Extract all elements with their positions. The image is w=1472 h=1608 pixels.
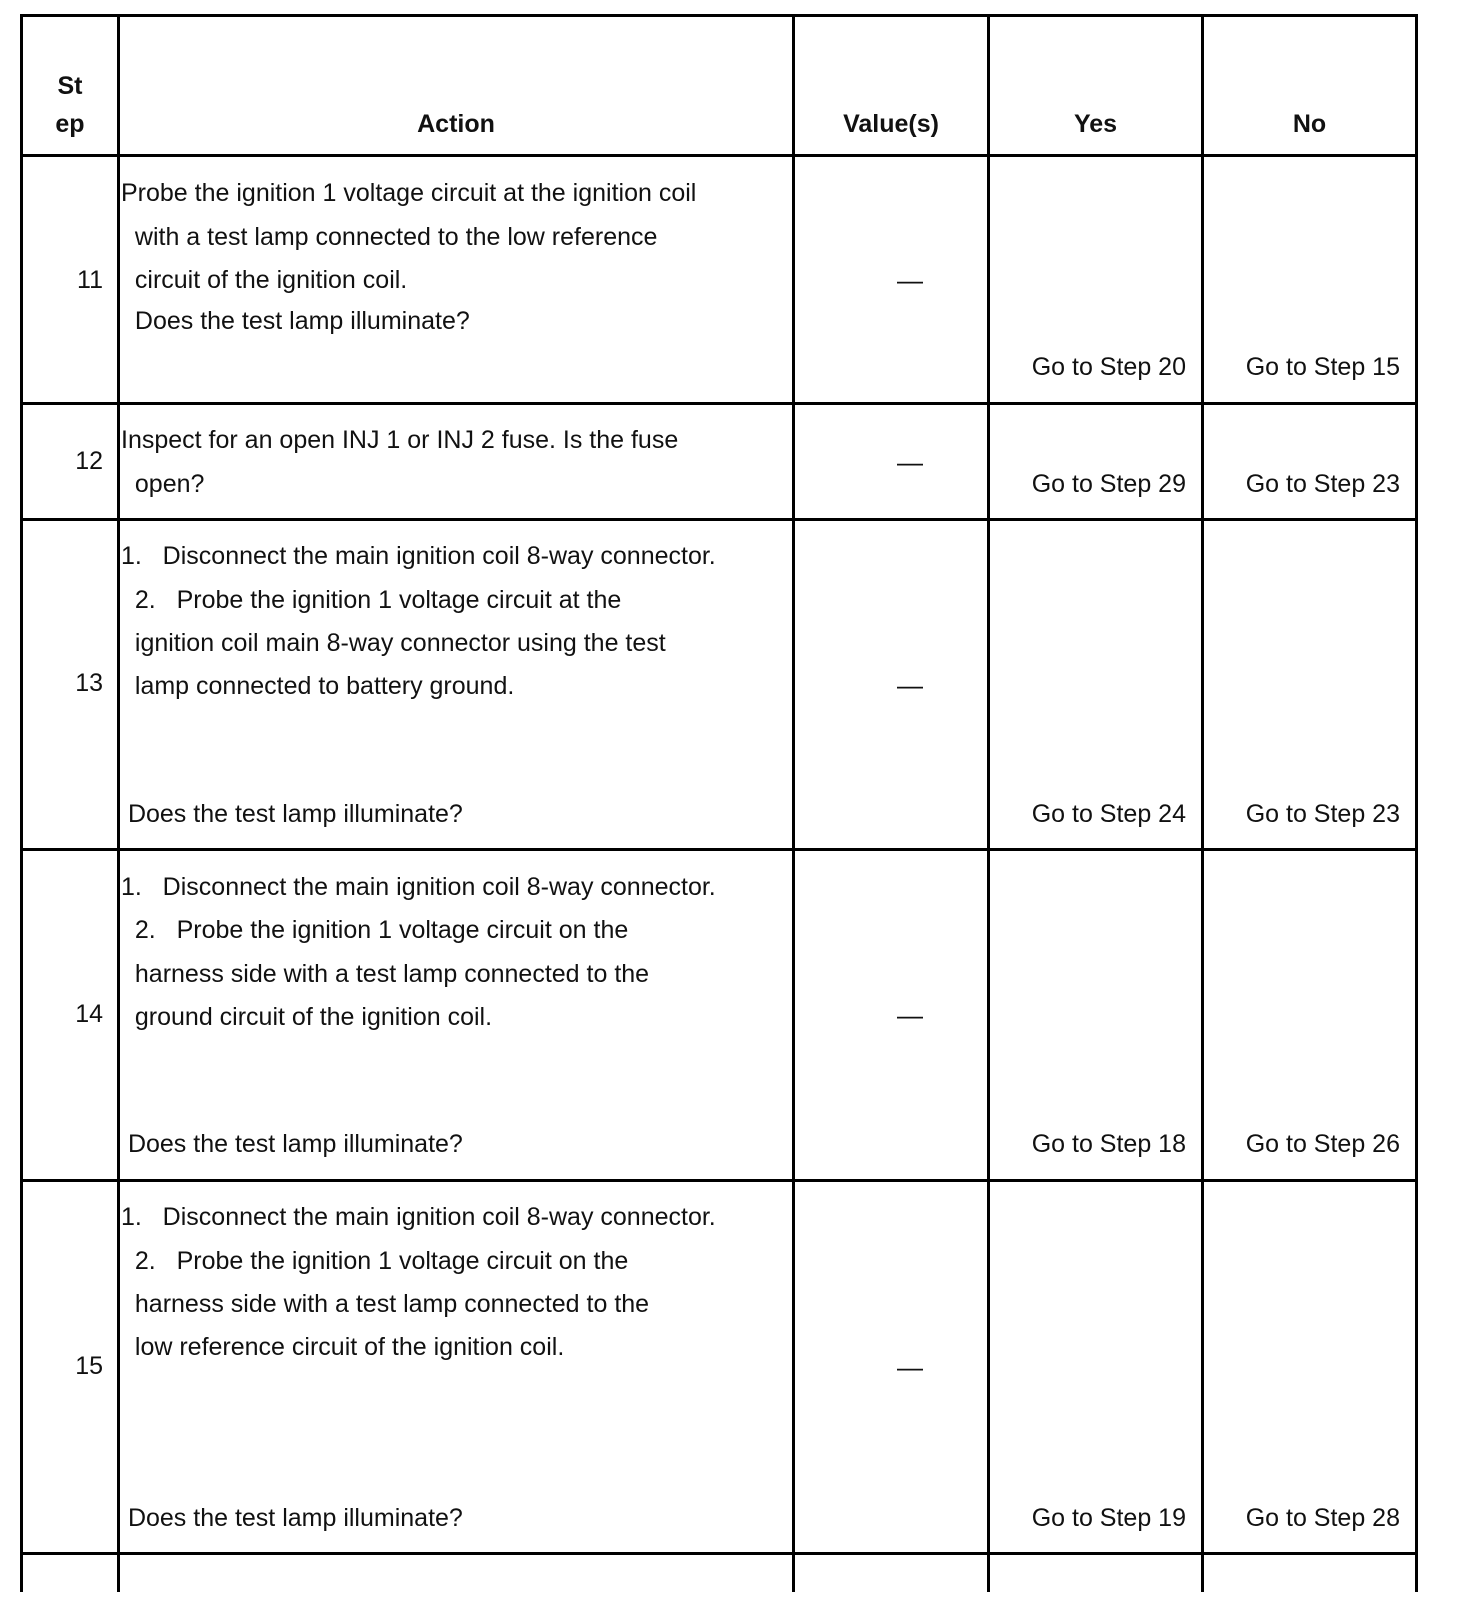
- action-line: Probe the ignition 1 voltage circuit at the ignition coil: [121, 179, 697, 207]
- no-go-to-step: Go to Step 28: [1245, 1504, 1400, 1532]
- action-line: harness side with a test lamp connected to the: [121, 960, 650, 988]
- no-go-to-step: Go to Step 15: [1245, 353, 1400, 381]
- action-line: 2. Probe the ignition 1 voltage circuit at the: [121, 586, 622, 614]
- grid-line: [20, 14, 1418, 17]
- grid-line: [1415, 14, 1418, 1592]
- value-dash: —: [897, 1352, 923, 1382]
- action-line: ignition coil main 8-way connector using the test: [121, 629, 666, 657]
- action-line: 1. Disconnect the main ignition coil 8-way connector.: [121, 542, 716, 570]
- action-line: Inspect for an open INJ 1 or INJ 2 fuse. Is the fuse: [121, 426, 679, 454]
- grid-line: [792, 14, 795, 1592]
- action-line: with a test lamp connected to the low reference: [121, 223, 658, 251]
- grid-line: [20, 154, 1418, 157]
- action-line: harness side with a test lamp connected to the: [121, 1290, 650, 1318]
- action-line: 1. Disconnect the main ignition coil 8-way connector.: [121, 873, 716, 901]
- action-line: ground circuit of the ignition coil.: [121, 1003, 493, 1031]
- no-go-to-step: Go to Step 23: [1245, 470, 1400, 498]
- header-step-line2: ep: [55, 110, 85, 138]
- action-line: 2. Probe the ignition 1 voltage circuit on the: [121, 916, 629, 944]
- header-values: Value(s): [843, 110, 939, 138]
- action-line: open?: [121, 470, 205, 498]
- step-number: 14: [75, 1000, 103, 1028]
- no-go-to-step: Go to Step 26: [1245, 1130, 1400, 1158]
- step-number: 11: [77, 266, 103, 294]
- yes-go-to-step: Go to Step 20: [1031, 353, 1186, 381]
- action-line: low reference circuit of the ignition coil.: [121, 1333, 565, 1361]
- grid-line: [20, 1179, 1418, 1182]
- grid-line: [20, 402, 1418, 405]
- grid-line: [20, 848, 1418, 851]
- action-line: 2. Probe the ignition 1 voltage circuit on the: [121, 1247, 629, 1275]
- action-line: circuit of the ignition coil.: [121, 266, 408, 294]
- grid-line: [20, 1552, 1418, 1555]
- step-number: 13: [75, 669, 103, 697]
- diagnostic-table: [20, 14, 1452, 1592]
- no-go-to-step: Go to Step 23: [1245, 800, 1400, 828]
- yes-go-to-step: Go to Step 29: [1031, 470, 1186, 498]
- action-question: Does the test lamp illuminate?: [121, 1130, 463, 1158]
- action-line: 1. Disconnect the main ignition coil 8-way connector.: [121, 1203, 716, 1231]
- action-question: Does the test lamp illuminate?: [121, 800, 463, 828]
- step-number: 12: [75, 447, 103, 475]
- action-line: Does the test lamp illuminate?: [121, 307, 470, 335]
- grid-line: [20, 518, 1418, 521]
- value-dash: —: [897, 1000, 923, 1030]
- header-step-line1: St: [57, 72, 83, 100]
- value-dash: —: [897, 265, 923, 295]
- step-number: 15: [75, 1352, 103, 1380]
- action-line: lamp connected to battery ground.: [121, 672, 515, 700]
- yes-go-to-step: Go to Step 19: [1031, 1504, 1186, 1532]
- value-dash: —: [897, 447, 923, 477]
- header-yes: Yes: [1073, 110, 1118, 138]
- yes-go-to-step: Go to Step 18: [1031, 1130, 1186, 1158]
- yes-go-to-step: Go to Step 24: [1031, 800, 1186, 828]
- grid-line: [117, 14, 120, 1592]
- header-action: Action: [417, 110, 495, 138]
- action-question: Does the test lamp illuminate?: [121, 1504, 463, 1532]
- value-dash: —: [897, 670, 923, 700]
- header-no: No: [1292, 110, 1327, 138]
